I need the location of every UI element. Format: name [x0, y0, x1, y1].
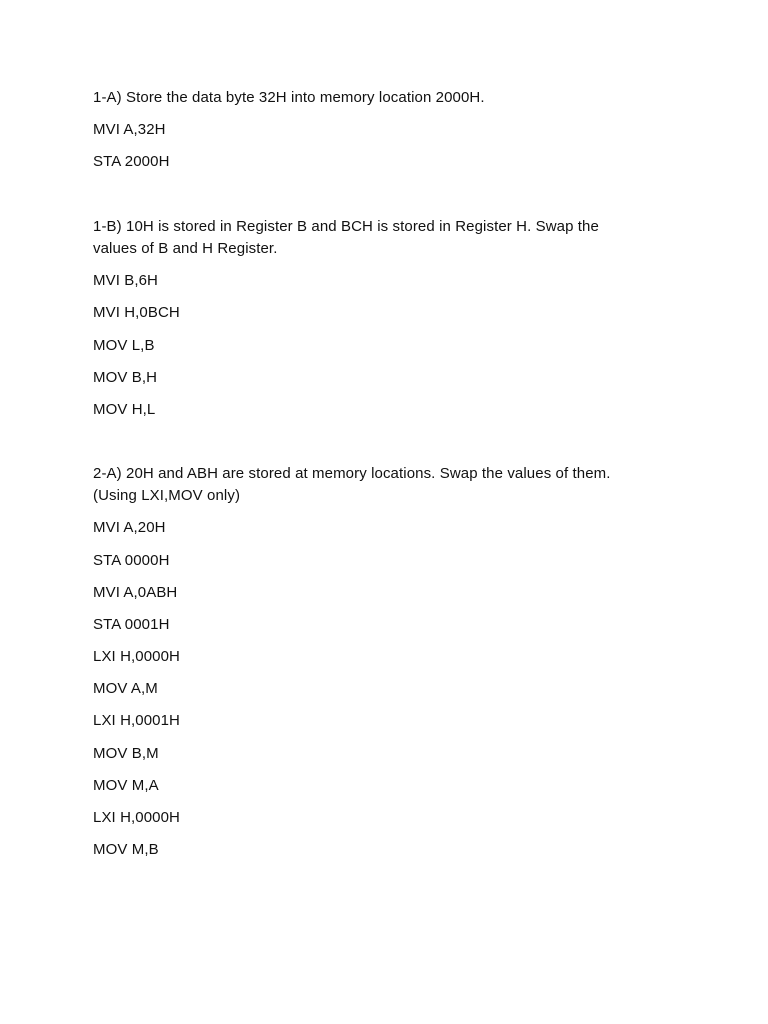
code-line: MOV L,B	[93, 337, 155, 354]
code-line: MVI A,20H	[93, 519, 166, 536]
code-line: STA 2000H	[93, 153, 170, 170]
code-line: MVI H,0BCH	[93, 304, 180, 321]
code-line: STA 0000H	[93, 552, 170, 569]
code-line: MVI A,32H	[93, 121, 166, 138]
code-line: MVI A,0ABH	[93, 584, 178, 601]
code-line: MOV M,B	[93, 841, 159, 858]
code-line: MOV A,M	[93, 680, 158, 697]
code-line: MOV B,M	[93, 745, 159, 762]
code-line: LXI H,0000H	[93, 809, 180, 826]
code-line: LXI H,0001H	[93, 712, 180, 729]
code-line: MOV M,A	[93, 777, 159, 794]
question-1b-line1: 1-B) 10H is stored in Register B and BCH is stored in Register H. Swap the	[93, 218, 599, 235]
question-1b-line2: values of B and H Register.	[93, 240, 278, 257]
code-line: LXI H,0000H	[93, 648, 180, 665]
code-line: MOV B,H	[93, 369, 158, 386]
code-line: MVI B,6H	[93, 272, 158, 289]
code-line: STA 0001H	[93, 616, 170, 633]
code-line: MOV H,L	[93, 401, 156, 418]
question-2a-line1: 2-A) 20H and ABH are stored at memory locations. Swap the values of them.	[93, 465, 611, 482]
question-1a: 1-A) Store the data byte 32H into memory location 2000H.	[93, 89, 485, 106]
question-2a-line2: (Using LXI,MOV only)	[93, 487, 241, 504]
